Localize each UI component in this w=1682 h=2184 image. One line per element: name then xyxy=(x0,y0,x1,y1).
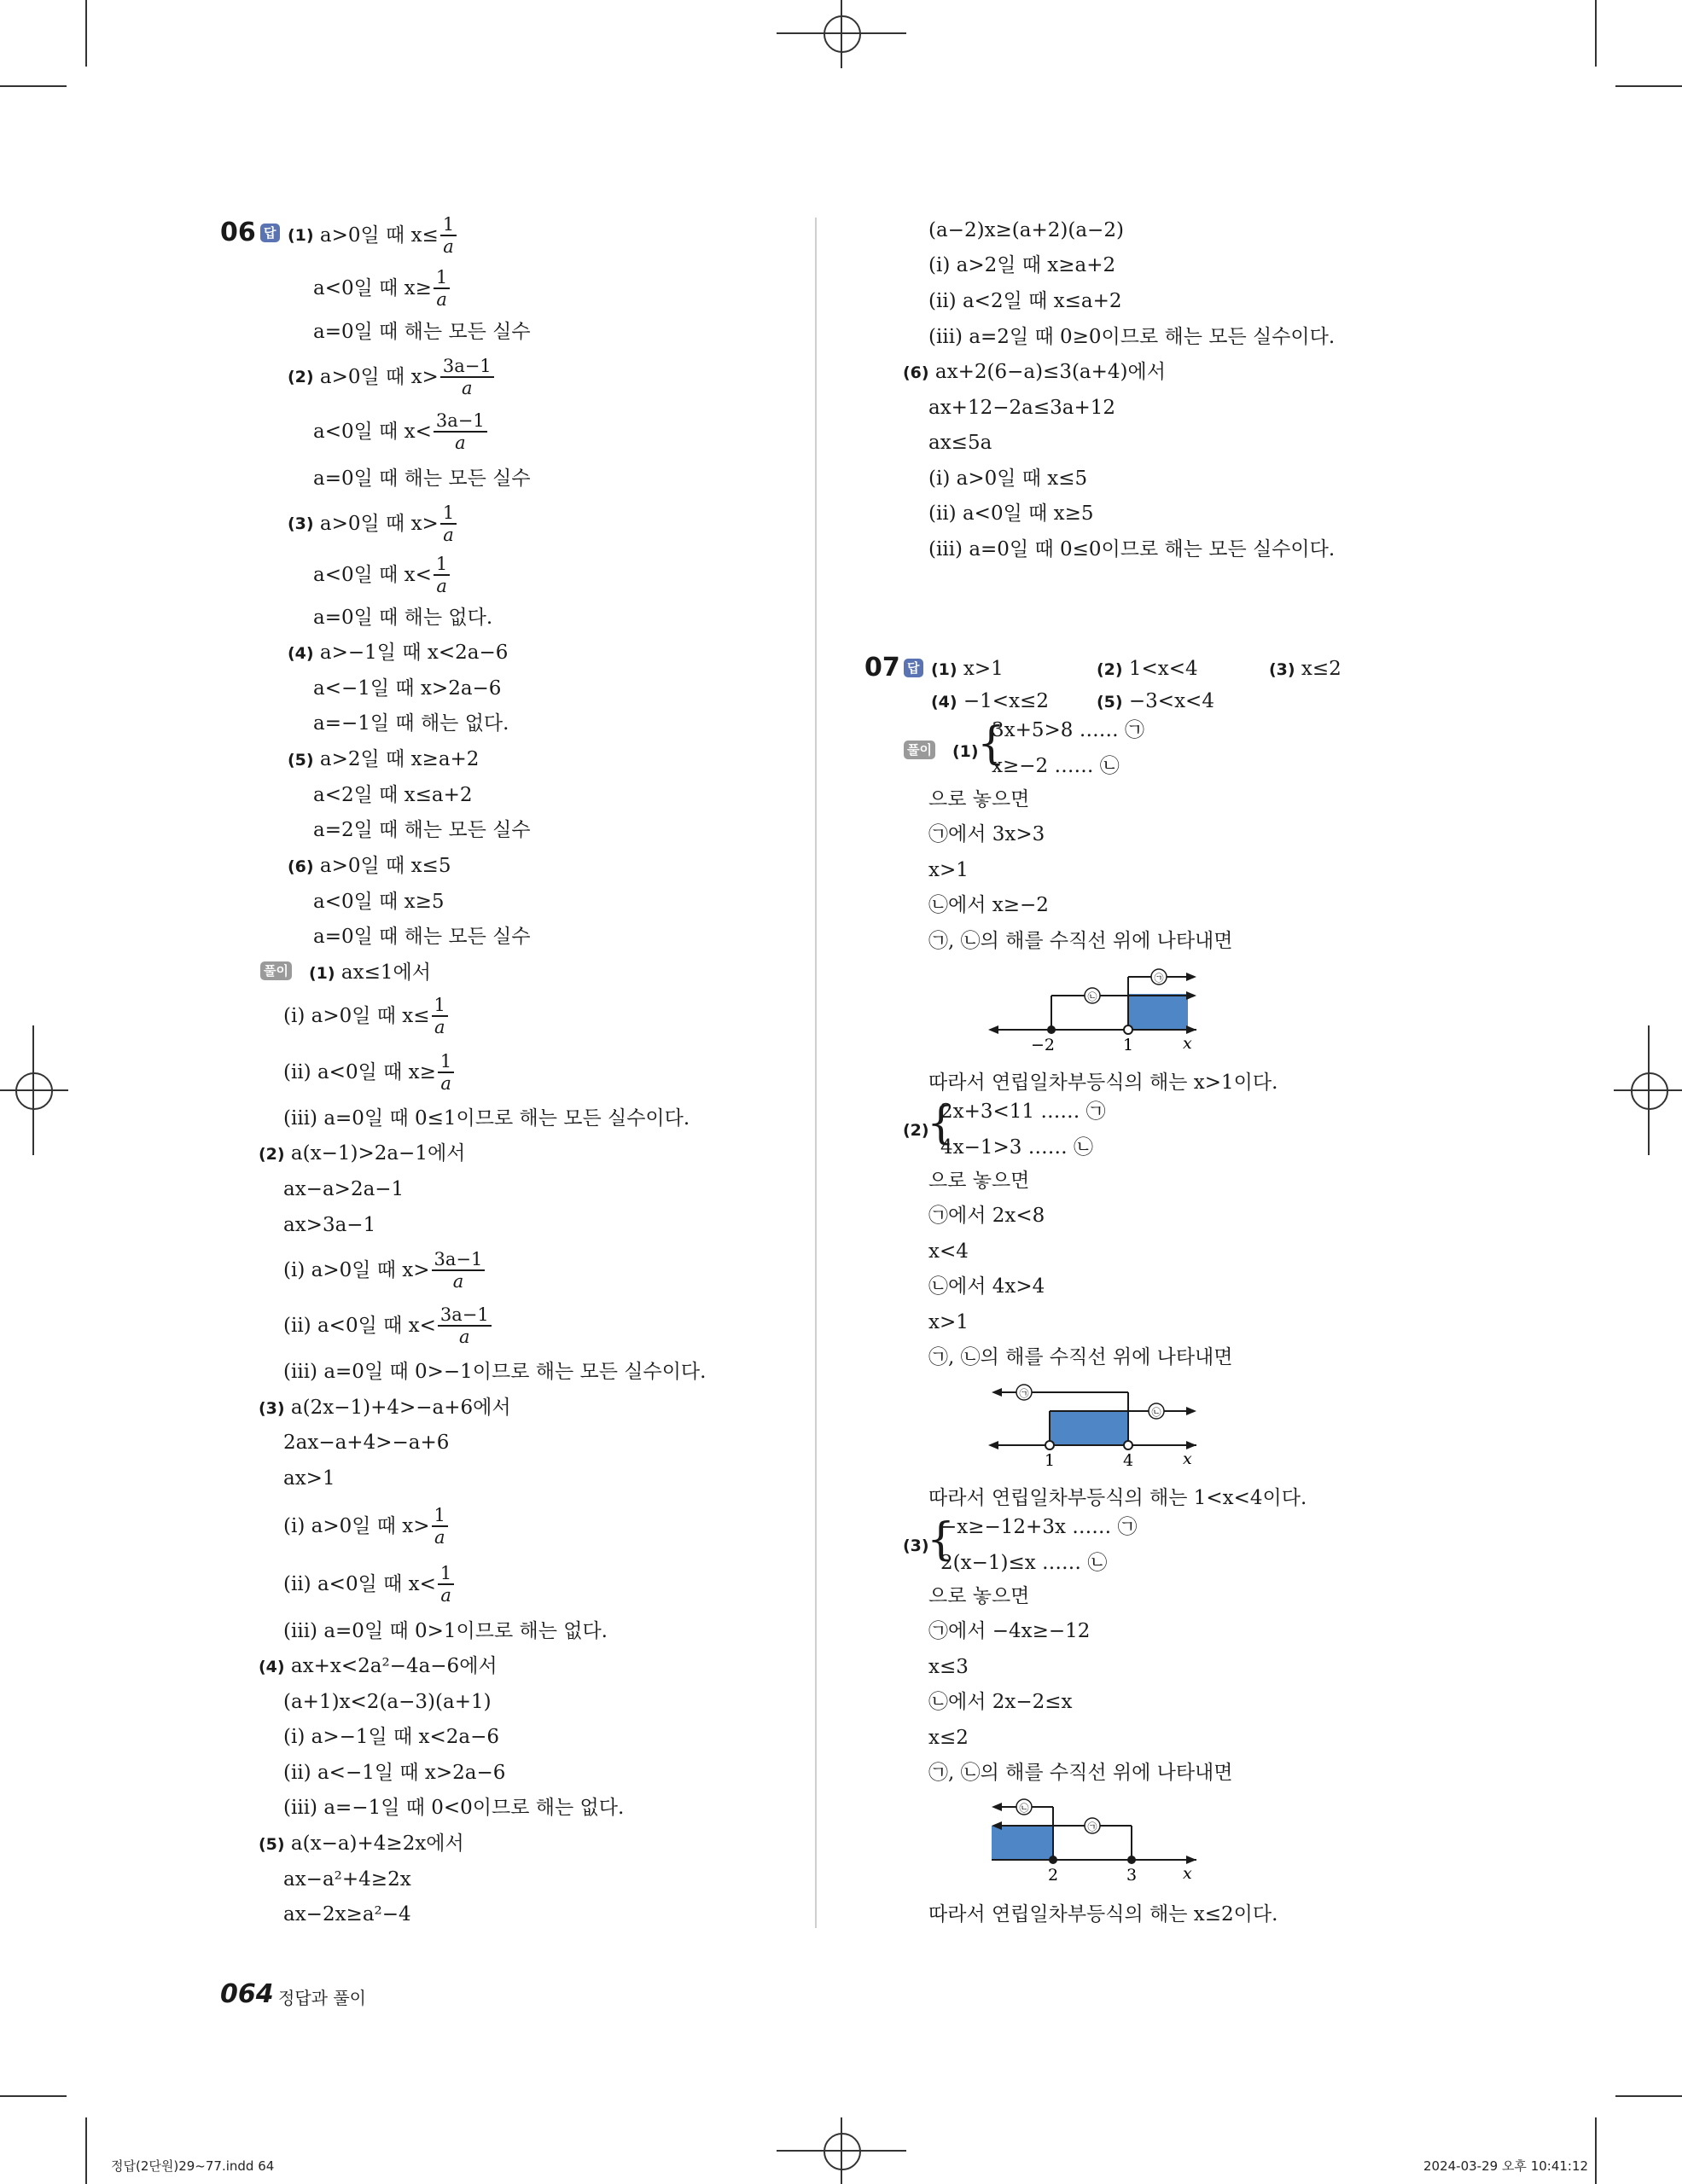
answer-line: a=0일 때 해는 없다. xyxy=(313,607,493,629)
system-equation: −x≥−12+3x …… ㉠ xyxy=(940,1516,1138,1538)
solution-line: (ⅰ) a>0일 때 x≤5 xyxy=(928,468,1088,490)
numerator: 3a−1 xyxy=(432,1249,486,1271)
math-text: ax+2(6−a)≤3(a+4)에서 xyxy=(934,361,1166,383)
conclusion-line: 따라서 연립일차부등식의 해는 x≤2이다. xyxy=(928,1903,1278,1926)
numerator: 1 xyxy=(438,1563,454,1585)
solution-line: x>1 xyxy=(928,1311,969,1333)
solution-line xyxy=(283,1560,456,1608)
solution-line: (ⅰ) a>2일 때 x≥a+2 xyxy=(928,254,1116,276)
solution-line: (ⅲ) a=0일 때 0≤1이므로 해는 모든 실수이다. xyxy=(283,1107,690,1130)
denominator: a xyxy=(459,1327,470,1347)
solution-line: x<4 xyxy=(928,1240,969,1263)
tick-label: −2 xyxy=(1030,1036,1056,1054)
system-equation: 2(x−1)≤x …… ㉡ xyxy=(940,1552,1108,1574)
column-divider xyxy=(815,218,817,1928)
item-label: (6) xyxy=(903,363,929,382)
math-text: a<0일 때 x≥ xyxy=(313,277,432,299)
region-marker-label: ㉡ xyxy=(1019,1803,1029,1814)
solution-line: (ⅲ) a=2일 때 0≥0이므로 해는 모든 실수이다. xyxy=(928,326,1336,348)
math-text: ax+x<2a²−4a−6에서 xyxy=(290,1655,498,1677)
registration-mark-left xyxy=(15,1072,53,1110)
crop-mark xyxy=(1615,2095,1682,2097)
problem-number: 07 xyxy=(864,653,900,682)
conclusion-line: 따라서 연립일차부등식의 해는 1<x<4이다. xyxy=(928,1487,1307,1509)
solution-line: ax−a²+4≥2x xyxy=(283,1868,411,1891)
answer-line: a<−1일 때 x>2a−6 xyxy=(313,677,502,700)
item-label: (3) xyxy=(1269,660,1295,679)
answer-line xyxy=(931,656,1004,682)
closed-point xyxy=(1127,1856,1136,1864)
answer-badge: 답 xyxy=(904,659,923,677)
solution-line xyxy=(259,1831,464,1856)
answer-badge: 답 xyxy=(260,224,280,242)
answer-line: a=−1일 때 해는 없다. xyxy=(313,712,509,735)
number-line-1 xyxy=(981,960,1203,1054)
math-text: −1<x≤2 xyxy=(963,690,1049,712)
axis-arrow-left xyxy=(988,1025,998,1034)
solution-line xyxy=(283,1246,486,1294)
numerator: 1 xyxy=(438,1051,454,1073)
answer-line: a=0일 때 해는 모든 실수 xyxy=(313,926,531,948)
registration-line xyxy=(777,32,906,34)
fraction xyxy=(438,1563,454,1606)
registration-line xyxy=(1648,1025,1650,1155)
solution-line: 으로 놓으면 xyxy=(928,1170,1030,1192)
numerator: 3a−1 xyxy=(440,356,494,378)
item-label: (2) xyxy=(259,1145,285,1164)
solution-line: ㉠, ㉡의 해를 수직선 위에 나타내면 xyxy=(928,930,1233,952)
problem-number: 06 xyxy=(220,218,256,247)
solution-line xyxy=(283,1048,456,1096)
answer-line: a<2일 때 x≤a+2 xyxy=(313,784,473,806)
item-label: (6) xyxy=(288,857,314,876)
math-text: a(x−1)>2a−1에서 xyxy=(290,1142,466,1165)
solution-line: ax+12−2a≤3a+12 xyxy=(928,397,1115,419)
solution-line: (ⅱ) a<2일 때 x≤a+2 xyxy=(928,290,1122,312)
solution-line: ax≤5a xyxy=(928,432,992,454)
item-label: (1) xyxy=(309,964,335,983)
fraction xyxy=(440,356,494,398)
solution-line: ㉠, ㉡의 해를 수직선 위에 나타내면 xyxy=(928,1346,1233,1368)
system-equation: x≥−2 …… ㉡ xyxy=(992,755,1120,777)
item-label: (5) xyxy=(259,1835,285,1854)
page-label: 정답과 풀이 xyxy=(278,1988,366,2008)
fraction xyxy=(440,502,457,545)
solution-region xyxy=(1128,994,1188,1030)
numerator: 1 xyxy=(434,267,450,289)
fraction xyxy=(434,554,450,596)
item-label: (1) xyxy=(288,226,314,245)
denominator: a xyxy=(455,433,466,453)
crop-mark xyxy=(85,0,87,67)
solution-line: (ⅱ) a<−1일 때 x>2a−6 xyxy=(283,1762,506,1784)
region-marker-label: ㉠ xyxy=(1154,973,1164,984)
registration-line xyxy=(777,2150,906,2152)
answer-line xyxy=(313,551,451,599)
answer-line: a=0일 때 해는 모든 실수 xyxy=(313,468,531,490)
solution-line: 으로 놓으면 xyxy=(928,1585,1030,1607)
axis-arrow-left xyxy=(988,1441,998,1449)
crop-mark xyxy=(85,2117,87,2184)
number-line-3 xyxy=(981,1790,1203,1884)
range-arrow-b xyxy=(1186,1407,1196,1415)
solution-line: (ⅲ) a=0일 때 0>1이므로 해는 없다. xyxy=(283,1620,608,1642)
solution-line xyxy=(283,1502,450,1550)
answer-line: a=0일 때 해는 모든 실수 xyxy=(313,321,531,343)
solution-line: ㉠에서 3x>3 xyxy=(928,823,1045,845)
denominator: a xyxy=(461,378,473,398)
solution-line: (ⅲ) a=0일 때 0>−1이므로 해는 모든 실수이다. xyxy=(283,1361,707,1383)
answer-line xyxy=(288,212,458,259)
range-arrow-a xyxy=(992,1388,1002,1397)
numerator: 1 xyxy=(434,554,450,576)
registration-mark-right xyxy=(1631,1072,1668,1110)
fraction xyxy=(432,1505,448,1548)
registration-line xyxy=(0,1089,68,1091)
crop-mark xyxy=(0,85,67,87)
solution-badge: 풀이 xyxy=(904,741,935,759)
denominator: a xyxy=(436,576,447,596)
fraction xyxy=(434,267,450,310)
answer-line xyxy=(288,746,479,772)
region-marker-label: ㉡ xyxy=(1151,1407,1161,1418)
fraction xyxy=(432,1249,486,1292)
item-label: (3) xyxy=(288,514,314,533)
solution-line: ㉠, ㉡의 해를 수직선 위에 나타내면 xyxy=(928,1762,1233,1784)
registration-line xyxy=(841,0,842,68)
numerator: 3a−1 xyxy=(438,1304,492,1327)
solution-line: ax−2x≥a²−4 xyxy=(283,1903,411,1926)
item-label: (1) xyxy=(952,742,979,761)
system-brace: { xyxy=(927,1514,956,1565)
item-label: (5) xyxy=(288,751,314,770)
denominator: a xyxy=(443,236,454,257)
open-point xyxy=(1124,1441,1132,1449)
math-text: a>0일 때 x≤ xyxy=(319,224,439,247)
math-text: a<0일 때 x< xyxy=(313,421,432,443)
tick-label: 4 xyxy=(1122,1451,1134,1469)
solution-line: x≤2 xyxy=(928,1727,969,1749)
solution-line: ax>3a−1 xyxy=(283,1214,376,1236)
crop-mark xyxy=(1595,2117,1597,2184)
fraction xyxy=(434,410,487,453)
axis-label: x xyxy=(1183,1864,1192,1883)
tick-label: 2 xyxy=(1047,1866,1059,1884)
item-label: (3) xyxy=(903,1536,929,1555)
solution-region xyxy=(992,1826,1053,1860)
item-label: (2) xyxy=(903,1121,929,1140)
range-arrow-a xyxy=(1186,973,1196,981)
solution-line: ㉡에서 x≥−2 xyxy=(928,894,1049,916)
answer-line xyxy=(288,640,508,665)
solution-line: ㉡에서 2x−2≤x xyxy=(928,1691,1073,1713)
answer-line xyxy=(288,853,451,879)
denominator: a xyxy=(434,1527,445,1548)
solution-line xyxy=(283,1302,493,1350)
answer-line xyxy=(1269,656,1342,682)
numerator: 1 xyxy=(432,995,448,1017)
denominator: a xyxy=(452,1271,464,1292)
solution-line: 으로 놓으면 xyxy=(928,788,1030,810)
axis-arrow xyxy=(1186,1856,1196,1864)
answer-line xyxy=(288,500,458,548)
answer-line xyxy=(313,408,489,456)
number-line-2 xyxy=(981,1375,1203,1469)
file-name: 정답(2단원)29~77.indd 64 xyxy=(111,2158,275,2174)
solution-line: (a−2)x≥(a+2)(a−2) xyxy=(928,219,1124,241)
solution-line xyxy=(259,1141,465,1166)
page-number: 064 xyxy=(220,1979,274,2009)
math-text: (ⅰ) a>0일 때 x> xyxy=(283,1259,430,1281)
registration-mark-top xyxy=(824,15,861,53)
math-text: a>0일 때 x≤5 xyxy=(319,855,451,877)
solution-line: (ⅲ) a=0일 때 0≤0이므로 해는 모든 실수이다. xyxy=(928,538,1336,561)
system-equation: 2x+3<11 …… ㉠ xyxy=(940,1101,1106,1123)
answer-line: a<0일 때 x≥5 xyxy=(313,891,445,913)
fraction xyxy=(440,214,457,257)
math-text: x>1 xyxy=(963,658,1004,680)
solution-line xyxy=(903,359,1166,385)
conclusion-line: 따라서 연립일차부등식의 해는 x>1이다. xyxy=(928,1072,1278,1094)
numerator: 1 xyxy=(432,1505,448,1527)
math-text: a>−1일 때 x<2a−6 xyxy=(319,642,509,664)
solution-line: 2ax−a+4>−a+6 xyxy=(283,1432,450,1454)
denominator: a xyxy=(440,1073,451,1094)
solution-line: ㉠에서 2x<8 xyxy=(928,1205,1045,1227)
closed-point xyxy=(1047,1025,1056,1034)
tick-label: 1 xyxy=(1044,1451,1056,1469)
solution-line: (a+1)x<2(a−3)(a+1) xyxy=(283,1691,492,1713)
answer-line xyxy=(313,264,451,312)
fraction xyxy=(438,1051,454,1094)
denominator: a xyxy=(436,289,447,310)
tick-label: 3 xyxy=(1126,1866,1138,1884)
math-text: (ⅰ) a>0일 때 x≤ xyxy=(283,1005,430,1027)
system-equation: 3x+5>8 …… ㉠ xyxy=(992,719,1145,741)
math-text: a<0일 때 x< xyxy=(313,564,432,586)
item-label: (1) xyxy=(931,660,957,679)
solution-region xyxy=(1050,1411,1128,1445)
solution-line: x>1 xyxy=(928,859,969,881)
answer-line xyxy=(1097,656,1198,682)
math-text: a>2일 때 x≥a+2 xyxy=(319,748,480,770)
numerator: 1 xyxy=(440,502,457,525)
axis-label: x xyxy=(1183,1034,1192,1053)
tick-label: 1 xyxy=(1122,1036,1134,1054)
answer-line xyxy=(288,353,496,401)
closed-point xyxy=(1049,1856,1057,1864)
axis-arrow xyxy=(1186,1025,1196,1034)
math-text: (ⅱ) a<0일 때 x< xyxy=(283,1315,436,1337)
axis-arrow xyxy=(1186,1441,1196,1449)
solution-line xyxy=(283,992,450,1040)
denominator: a xyxy=(443,525,454,545)
answer-line xyxy=(1097,688,1214,714)
solution-line: (ⅱ) a<0일 때 x≥5 xyxy=(928,502,1094,525)
solution-line: ax−a>2a−1 xyxy=(283,1178,404,1200)
range-arrow-b xyxy=(1186,991,1196,1000)
system-brace: { xyxy=(927,1098,956,1149)
math-text: (ⅱ) a<0일 때 x≥ xyxy=(283,1061,436,1083)
item-label: (5) xyxy=(1097,693,1123,712)
math-text: −3<x<4 xyxy=(1128,690,1214,712)
solution-line xyxy=(259,1395,511,1420)
open-point xyxy=(1045,1441,1054,1449)
range-arrow-b xyxy=(992,1803,1002,1811)
denominator: a xyxy=(440,1585,451,1606)
registration-mark-bottom xyxy=(824,2133,861,2170)
solution-line xyxy=(259,1653,498,1679)
solution-line: x≤3 xyxy=(928,1656,969,1678)
math-text: (ⅱ) a<0일 때 x< xyxy=(283,1573,436,1595)
math-text: 1<x<4 xyxy=(1128,658,1198,680)
system-brace: { xyxy=(977,718,1006,770)
axis-label: x xyxy=(1183,1449,1192,1468)
item-label: (2) xyxy=(288,368,314,386)
solution-line xyxy=(309,960,431,985)
answer-line: a=2일 때 해는 모든 실수 xyxy=(313,819,531,841)
numerator: 3a−1 xyxy=(434,410,487,433)
item-label: (4) xyxy=(288,644,314,663)
crop-mark xyxy=(0,2095,67,2097)
system-equation: 4x−1>3 …… ㉡ xyxy=(940,1136,1094,1159)
region-marker-label: ㉠ xyxy=(1087,1821,1097,1833)
solution-line: (ⅰ) a>−1일 때 x<2a−6 xyxy=(283,1726,500,1748)
open-point xyxy=(1124,1025,1132,1034)
math-text: a(2x−1)+4>−a+6에서 xyxy=(290,1397,511,1419)
answer-line xyxy=(931,688,1049,714)
numerator: 1 xyxy=(440,214,457,236)
math-text: a>0일 때 x> xyxy=(319,513,439,535)
timestamp: 2024-03-29 오후 10:41:12 xyxy=(1423,2158,1589,2174)
fraction xyxy=(432,995,448,1037)
solution-line: (ⅲ) a=−1일 때 0<0이므로 해는 없다. xyxy=(283,1797,625,1819)
math-text: x≤2 xyxy=(1301,658,1342,680)
region-marker-label: ㉠ xyxy=(1019,1388,1029,1399)
denominator: a xyxy=(434,1017,445,1037)
solution-line: ㉡에서 4x>4 xyxy=(928,1275,1045,1298)
item-label: (3) xyxy=(259,1399,285,1418)
crop-mark xyxy=(1595,0,1597,67)
math-text: ax≤1에서 xyxy=(340,961,431,984)
registration-line xyxy=(32,1025,34,1155)
fraction xyxy=(438,1304,492,1347)
solution-line: ax>1 xyxy=(283,1467,335,1490)
region-marker-label: ㉡ xyxy=(1087,991,1097,1002)
math-text: a(x−a)+4≥2x에서 xyxy=(290,1833,464,1855)
math-text: a>0일 때 x> xyxy=(319,366,439,388)
item-label: (2) xyxy=(1097,660,1123,679)
math-text: (ⅰ) a>0일 때 x> xyxy=(283,1515,430,1537)
solution-line: ㉠에서 −4x≥−12 xyxy=(928,1620,1091,1642)
item-label: (4) xyxy=(259,1658,285,1676)
crop-mark xyxy=(1615,85,1682,87)
item-label: (4) xyxy=(931,693,957,712)
solution-badge: 풀이 xyxy=(260,961,292,980)
